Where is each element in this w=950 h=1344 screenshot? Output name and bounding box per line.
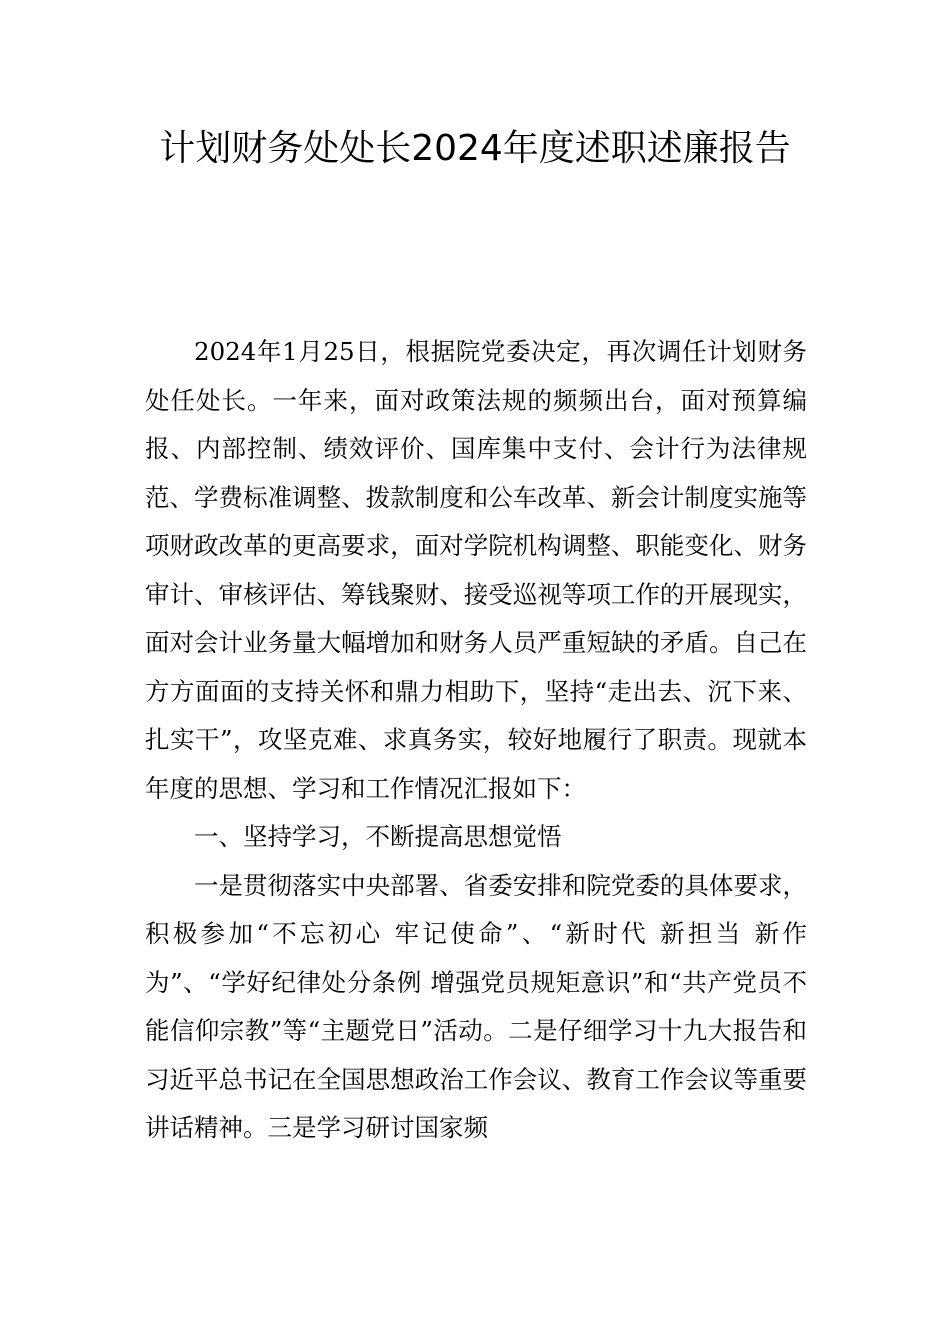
paragraph-intro: 2024年1月25日，根据院党委决定，再次调任计划财务处任处长。一年来，面对政策法规的频频出台，面对预算编报、内部控制、绩效评价、国库集中支付、会计行为法律规范、学费标准调整、拨款制度和公车改革、新会计制度实施等项财政改革的更高要求，面对学院机构调整、职能变化、财务审计、审核评估、筹钱聚财、接受巡视等项工作的开展现实，面对会计业务量大幅增加和财务人员严重短缺的矛盾。自己在方方面面的支持关怀和鼎力相助下，坚持“走出去、沉下来、扎实干”，攻坚克难、求真务实，较好地履行了职责。现就本年度的思想、学习和工作情况汇报如下：: [145, 337, 807, 803]
document-body: [145, 328, 807, 1153]
paragraph-study: 一是贯彻落实中央部署、省委安排和院党委的具体要求，积极参加“不忘初心 牢记使命”、“新时代 新担当 新作为”、“学好纪律处分条例 增强党员规矩意识”和“共产党员不能信仰宗教”等“主题党日”活动。二是仔细学习十九大报告和习近平总书记在全国思想政治工作会议、教育工作会议等重要讲话精神。三是学习研讨国家频: [145, 870, 807, 1142]
section-heading: 一、坚持学习，不断提高思想觉悟: [194, 822, 562, 851]
document-title: 计划财务处处长2024年度述职述廉报告: [159, 128, 791, 169]
